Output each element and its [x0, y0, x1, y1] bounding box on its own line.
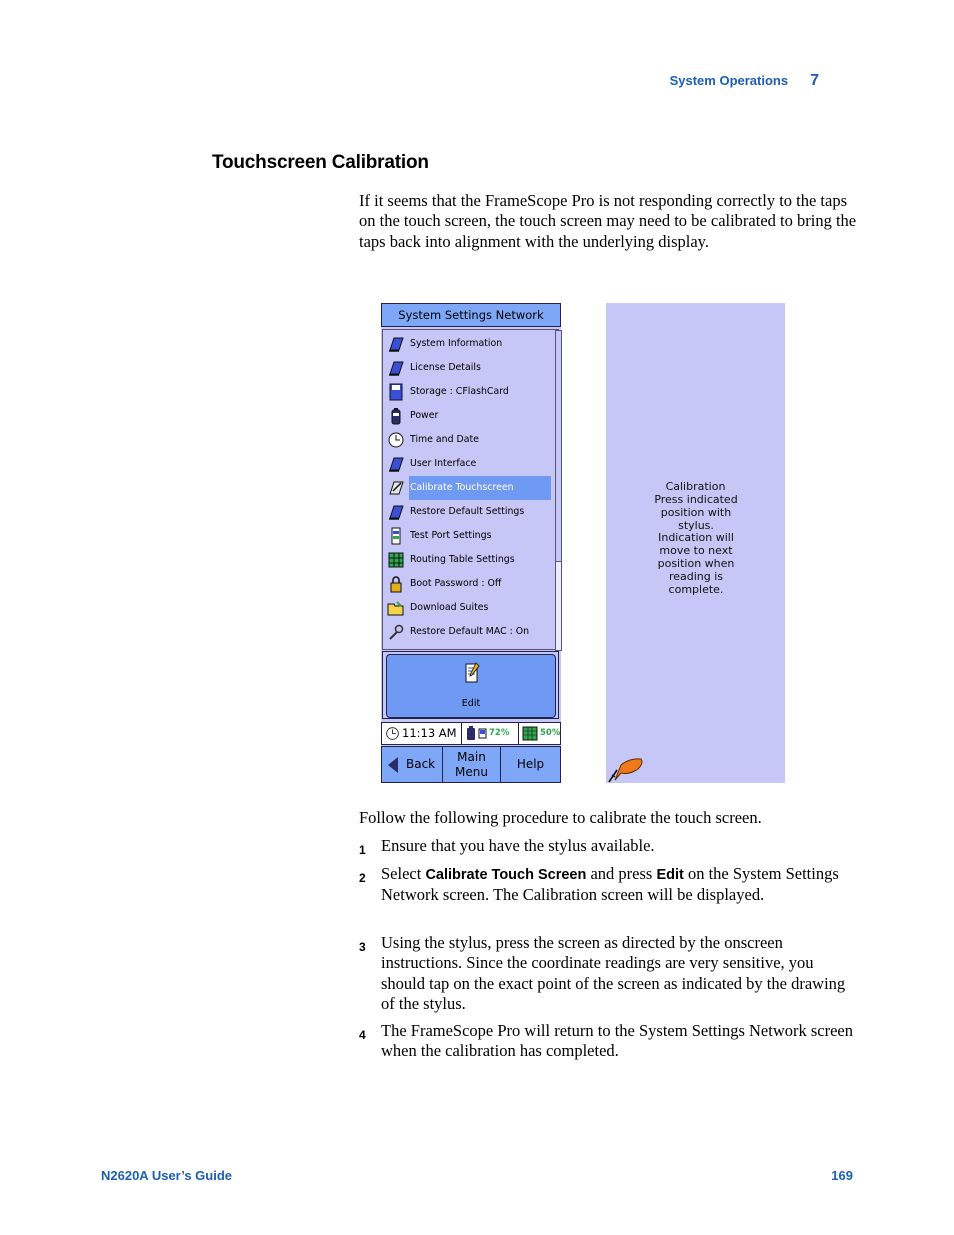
step-text-part: and press	[586, 864, 657, 883]
list-item[interactable]	[383, 620, 551, 644]
storage-card-icon	[387, 383, 405, 401]
list-item[interactable]	[383, 596, 551, 620]
edit-button[interactable]	[386, 654, 556, 718]
footer-guide-title: N2620A User’s Guide	[101, 1168, 233, 1183]
calibration-screen[interactable]	[606, 303, 785, 783]
step-number: 4	[359, 1028, 366, 1042]
system-settings-screen	[381, 303, 561, 783]
grid-icon	[387, 551, 405, 569]
battery-level-1: 72%	[489, 728, 510, 738]
list-item[interactable]	[383, 380, 551, 404]
list-item-label: Routing Table Settings	[410, 554, 515, 565]
list-item[interactable]	[383, 356, 551, 380]
battery-icon	[387, 407, 405, 425]
book-icon	[387, 503, 405, 521]
calibration-title: Calibration	[665, 480, 726, 493]
step-number: 2	[359, 871, 366, 885]
procedure-intro: Follow the following procedure to calibrate the touch screen.	[359, 808, 762, 827]
book-icon	[387, 335, 405, 353]
help-button[interactable]	[500, 746, 561, 783]
back-button-label: Back	[406, 757, 436, 771]
step-text-part: Select	[381, 864, 426, 883]
edit-panel	[382, 651, 559, 719]
list-item-label: Test Port Settings	[410, 530, 492, 541]
storage-card-icon	[522, 726, 538, 741]
battery-icon	[466, 726, 476, 741]
list-item-label: Download Suites	[410, 602, 489, 613]
step-text: Ensure that you have the stylus available.	[381, 836, 655, 855]
list-item[interactable]	[383, 404, 551, 428]
section-name: System Operations	[669, 73, 789, 88]
step-text: The FrameScope Pro will return to the System Settings Network screen when the calibration has completed.	[381, 1021, 853, 1061]
step-2	[359, 864, 859, 906]
page-title: Touchscreen Calibration	[212, 152, 429, 173]
wrench-icon	[387, 623, 405, 641]
step-text-part: on the System Settings Network screen. The Calibration screen will be displayed.	[381, 864, 839, 905]
status-time: 11:13 AM	[402, 726, 457, 740]
stylus-pad-icon	[387, 479, 405, 497]
clock-icon	[385, 726, 400, 741]
status-divider	[461, 723, 462, 744]
list-item-label: Restore Default MAC : On	[410, 626, 530, 637]
book-icon	[387, 359, 405, 377]
battery-level-2: 50%	[540, 728, 561, 738]
list-item-label: Time and Date	[410, 434, 479, 445]
folder-icon	[387, 599, 405, 617]
list-item[interactable]	[383, 572, 551, 596]
help-button-label: Help	[516, 757, 545, 771]
list-item[interactable]	[383, 332, 551, 356]
step-1	[359, 836, 859, 856]
list-item-label: Calibrate Touchscreen	[409, 476, 551, 500]
list-item-label: System Information	[410, 338, 503, 349]
back-button[interactable]	[381, 746, 443, 783]
list-item[interactable]	[383, 452, 551, 476]
main-menu-label-line1: Main	[457, 750, 486, 764]
page-number: 169	[831, 1168, 853, 1183]
step-4	[359, 1021, 859, 1062]
list-item-label: User Interface	[410, 458, 477, 469]
bottom-button-row	[381, 746, 561, 783]
list-item-label: Power	[410, 410, 439, 421]
edit-button-label: Edit	[461, 698, 481, 709]
plug-icon	[478, 726, 487, 741]
menu-item-reference: Calibrate Touch Screen	[425, 867, 587, 883]
port-icon	[387, 527, 405, 545]
scrollbar-thumb[interactable]	[556, 331, 561, 562]
list-item-label: License Details	[410, 362, 481, 373]
button-reference: Edit	[656, 867, 684, 883]
status-bar	[381, 722, 561, 745]
list-item-label: Restore Default Settings	[410, 506, 525, 517]
status-divider	[518, 723, 519, 744]
list-item-label: Storage : CFlashCard	[410, 386, 509, 397]
main-menu-label-line2: Menu	[455, 765, 488, 779]
list-item[interactable]	[383, 524, 551, 548]
step-number: 1	[359, 843, 366, 857]
intro-paragraph: If it seems that the FrameScope Pro is not responding correctly to the taps on the touch screen, the touch screen may need to be calibrated to bring the taps back into alignment with the underlying display.	[359, 191, 857, 251]
lock-icon	[387, 575, 405, 593]
calibration-instructions: Press indicated position with stylus. Indication will move to next position when reading is complete.	[654, 493, 738, 596]
chapter-number: 7	[810, 72, 819, 89]
running-header	[670, 72, 819, 90]
back-arrow-icon	[387, 756, 399, 774]
list-item[interactable]	[383, 500, 551, 524]
list-item[interactable]	[383, 428, 551, 452]
book-icon	[387, 455, 405, 473]
stylus-target-icon[interactable]	[607, 753, 645, 783]
clock-icon	[387, 431, 405, 449]
screen-title: System Settings Network	[381, 303, 561, 327]
step-text	[381, 864, 859, 906]
list-scrollbar[interactable]	[555, 330, 562, 651]
step-3	[359, 933, 859, 1015]
step-number: 3	[359, 940, 366, 954]
list-item-label: Boot Password : Off	[410, 578, 502, 589]
edit-icon	[463, 661, 481, 685]
settings-list	[382, 329, 559, 650]
list-item[interactable]	[383, 548, 551, 572]
list-item-selected[interactable]	[383, 476, 551, 500]
main-menu-button[interactable]	[442, 746, 501, 783]
step-text: Using the stylus, press the screen as directed by the onscreen instructions. Since the coordinate readings are very sensitive, you should tap on the exact point of the screen as indicated by the drawing of the stylus.	[381, 933, 846, 1014]
